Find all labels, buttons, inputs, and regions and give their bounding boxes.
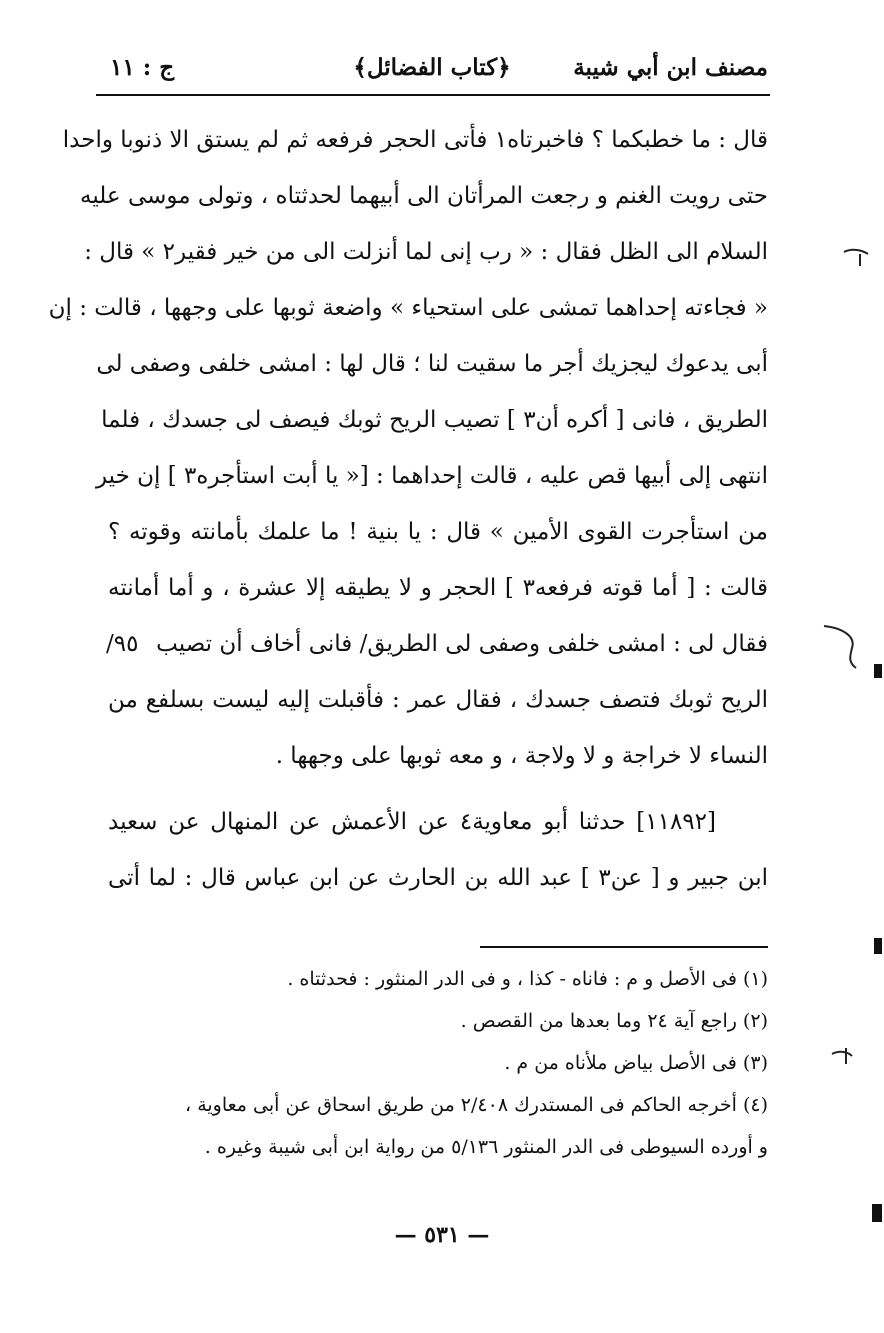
text-line: قال : ما خطبكما ؟ فاخبرتاه١ فأتى الحجر فرفعه ثم لم يستق الا ذنوبا واحدا [62,127,768,153]
margin-hook-mark [842,242,872,268]
footnote: (١) فى الأصل و م : فاناه - كذا ، و فى الدر المنثور : فحدثتاه . [287,968,768,990]
running-header [96,48,768,92]
text-line-with-folio [108,616,768,672]
book-title: مصنف ابن أبي شيبة [573,54,768,81]
hadith-line: ابن جبير و [ عن٣ ] عبد الله بن الحارث عن ابن عباس قال : لما أتى [108,865,768,891]
margin-bracket-mark [822,622,862,672]
scan-speck [872,1204,882,1222]
footnote-continuation: و أورده السيوطى فى الدر المنثور ٥/١٣٦ من رواية ابن أبى شيبة وغيره . [204,1136,768,1158]
text-line: حتى رويت الغنم و رجعت المرأتان الى أبيهما لحدثتاه ، وتولى موسى عليه [80,183,768,209]
footnote-rule [480,946,768,948]
paragraph-gap [108,784,768,794]
text-line: الريح ثوبك فتصف جسدك ، فقال عمر : فأقبلت إليه ليست بسلفع من [108,687,768,713]
text-line: الطريق ، فانى [ أكره أن٣ ] تصيب الريح ثوبك فيصف لى جسدك ، فلما [101,407,768,433]
margin-hook-mark [830,1042,860,1068]
chapter-title: ﴿كتاب الفضائل﴾ [353,54,511,81]
folio-marker: ٩٥/ [106,631,139,657]
text-line: فقال لى : امشى خلفى وصفى لى الطريق/ فانى أخاف أن تصيب [156,631,768,657]
footnote: (٤) أخرجه الحاكم فى المستدرك ٢/٤٠٨ من طريق اسحاق عن أبى معاوية ، [185,1094,768,1116]
text-line: انتهى إلى أبيها قص عليه ، قالت إحداهما : [« يا أبت استأجره٣ ] إن خير [95,463,768,489]
text-line: السلام الى الظل فقال : « رب إنى لما أنزلت الى من خير فقير٢ » قال : [84,239,768,265]
footnote: (٢) راجع آية ٢٤ وما بعدها من القصص . [460,1010,768,1032]
scan-speck [874,938,882,954]
volume-number: ج : ١١ [110,54,175,81]
scan-speck [874,664,882,678]
hadith-line: [١١٨٩٢] حدثنا أبو معاوية٤ عن الأعمش عن المنهال عن سعيد [108,809,716,835]
text-line: قالت : [ أما قوته فرفعه٣ ] الحجر و لا يطيقه إلا عشرة ، و أما أمانته [108,575,768,601]
header-rule [96,94,770,96]
main-text [48,112,768,906]
footnote: (٣) فى الأصل بياض ملأناه من م . [504,1052,768,1074]
text-line: النساء لا خراجة و لا ولاجة ، و معه ثوبها على وجهها . [275,743,768,769]
footnotes [100,958,768,1168]
text-line: « فجاءته إحداهما تمشى على استحياء » واضعة ثوبها على وجهها ، قالت : إن [48,295,768,321]
text-line: من استأجرت القوى الأمين » قال : يا بنية ! ما علمك بأمانته وقوته ؟ [108,519,768,545]
text-line: أبى يدعوك ليجزيك أجر ما سقيت لنا ؛ قال لها : امشى خلفى وصفى لى [96,351,768,377]
page-number: — ٥٣١ — [394,1222,490,1248]
